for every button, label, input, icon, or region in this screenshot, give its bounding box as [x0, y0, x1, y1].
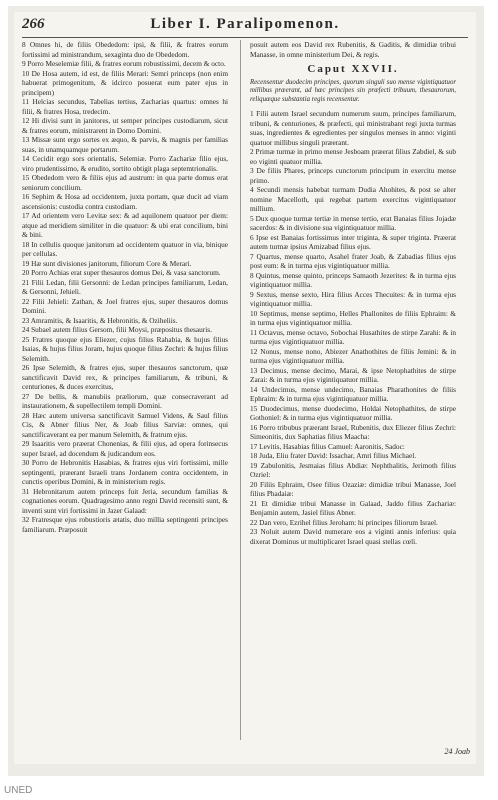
verse: 14 Undecimus, mense undecimo, Banaias Pharathonites de filiis Ephraim: & in turma ejus vigintiquatuor millia. [250, 384, 456, 404]
verse: 17 Levitis, Hasabias filius Camuel: Aaronitis, Sadoc: [250, 441, 405, 451]
verse: 11 Octavus, mense octavo, Sobochai Husathites de stirpe Zarahi: & in turma ejus vigintiquatuor millia. [250, 327, 456, 347]
verse: 11 Helcias secundus, Tabelias tertius, Zacharias quartus: omnes hi filii, & fratres Hosa, tredecim. [22, 97, 228, 116]
verse: 5 Dux quoque turmæ tertiæ in mense tertio, erat Banaias filius Jojadæ sacerdos: & in divisione sua vigintiquatuor millia. [250, 213, 456, 233]
column-divider [240, 40, 241, 740]
verse: 29 Isaaritis vero præerat Chonenias, & filii ejus, ad opera forinsecus super Israel, ad docendum & judicandum eos. [22, 439, 228, 458]
verse: 13 Missæ sunt ergo sortes ex æquo, & parvis, & magnis per familias suas, in unamquamque portarum. [22, 135, 228, 154]
verse: 12 Nonus, mense nono, Abiezer Anathothites de filiis Jemini: & in turma ejus vigintiquatuor millia. [250, 346, 456, 366]
verse: 13 Decimus, mense decimo, Marai, & ipse Netophathites de stirpe Zarai: & in turma ejus vigintiquatuor millia. [250, 365, 456, 385]
left-column [22, 40, 228, 534]
verse: 9 Sextus, mense sexto, Hira filius Acces Thecuites: & in turma ejus vigintiquatuor millia. [250, 289, 456, 309]
verse: 15 Duodecimus, mense duodecimo, Holdai Netophathites, de stirpe Gothoniel: & in turma ejus vigintiquatuor millia. [250, 403, 456, 423]
verse: 23 Amramitis, & Isaaritis, & Hebronitis, & Oziheliis. [22, 315, 178, 325]
page-number: 266 [22, 16, 45, 32]
verse: 25 Fratres quoque ejus Eliezer, cujus filius Rahabia, & hujus filius Isaias, & hujus filius Joram, hujus quoque filius Zechri: & hujus filius Selemith. [22, 334, 228, 363]
header-rule [22, 37, 468, 38]
verse: 22 Filii Jehieli: Zathan, & Joel fratres ejus, super thesauros domus Domini. [22, 296, 228, 315]
verse: 23 Noluit autem David numerare eos a viginti annis inferius: quia dixerat Dominus ut multiplicaret Israel quasi stellas cœli. [250, 527, 456, 546]
catchword: 24 Joab [444, 747, 470, 756]
verse: 22 Dan vero, Ezrihel filius Jeroham: hi principes filiorum Israel. [250, 517, 438, 527]
running-head [22, 16, 468, 36]
watermark: UNED [4, 785, 33, 796]
verse: 7 Quartus, mense quarto, Asahel frater Joab, & Zabadias filius ejus post eum: & in turma ejus vigintiquatuor millia. [250, 251, 456, 271]
right-column [250, 40, 456, 546]
running-title: Liber I. Paralipomenon. [150, 16, 340, 32]
verse: 21 Filii Ledan, filii Gersonni: de Ledan principes familiarum, Ledan, & Gersonni, Jehieli. [22, 277, 228, 296]
verse: 8 Omnes hi, de filiis Obededom: ipsi, & filii, & fratres eorum fortissimi ad ministrandum, sexaginta duo de Obededom. [22, 40, 228, 59]
verse: 30 Porro de Hebronitis Hasabias, & fratres ejus viri fortissimi, mille septingenti, præerant Israeli trans Jordanem contra occidentem, in cunctis operibus Domini, & in ministerium regis. [22, 458, 228, 486]
verse: 21 Et dimidiæ tribui Manasse in Galaad, Jaddo filius Zachariæ: Benjamin autem, Jasiel filius Abner. [250, 498, 456, 518]
verse: 12 Hi divisi sunt in janitores, ut semper principes custodiarum, sicut & fratres eorum, ministrarent in Domo Domini. [22, 116, 228, 135]
verse: 16 Porro tribubus præerant Israel, Rubenitis, dux Eliezer filius Zechri: Simeonitis, dux Saphatias filius Maacha: [250, 422, 456, 442]
verse: 3 De filiis Phares, princeps cunctorum principum in exercitu mense primo. [250, 166, 456, 185]
verse: 15 Obededom vero & filiis ejus ad austrum: in qua parte domus erat seniorum concilium. [22, 173, 228, 192]
verse: 10 Septimus, mense septimo, Helles Phallonites de filiis Ephraim: & in turma ejus vigintiquatuor millia. [250, 308, 456, 328]
verse: 10 De Hosa autem, id est, de filiis Merari: Semri princeps (non enim habuerat primogenitum, & idcirco posuerat eum pater ejus in principem) [22, 68, 228, 97]
verse: 6 Ipse est Banaias fortissimus inter triginta, & super triginta. Præerat autem turmæ ipsius Amizabad filius ejus. [250, 232, 456, 252]
verse: 9 Porro Meselemiæ filii, & fratres eorum robustissimi, decem & octo. [22, 59, 226, 68]
verse: 20 Porro Achias erat super thesauros domus Dei, & vasa sanctorum. [22, 268, 221, 277]
verse: 24 Subael autem filius Gersom, filii Moysi, præpositus thesauris. [22, 325, 212, 334]
verse: 2 Primæ turmæ in primo mense Jesboam præerat filius Zabdiel, & sub eo viginti quatuor millia. [250, 147, 456, 166]
verse: 18 In cellulis quoque janitorum ad occidentem quatuor in via, binique per cellulas. [22, 239, 228, 258]
verse: 19 Hæ sunt divisiones janitorum, filiorum Core & Merari. [22, 258, 192, 268]
verse: 27 De bellis, & manubiis præliorum, quæ consecraverant ad instaurationem, & supellectilem templi Domini. [22, 391, 228, 410]
verse: 20 Filiis Ephraim, Osee filius Ozaziæ: dimidiæ tribui Manasse, Joel filius Phadaiæ: [250, 479, 456, 499]
verse: 4 Secundi mensis habebat turmam Dudia Ahohites, & post se alter nomine Macelloth, qui regebat partem exercitus vigintiquatuor millium. [250, 185, 456, 214]
verse: 19 Zabulonitis, Jesmaias filius Abdiæ: Nephthalitis, Jerimoth filius Ozriel: [250, 460, 456, 480]
verse: 18 Juda, Eliu frater David: Issachar, Amri filius Michael. [250, 451, 417, 461]
right-verses [250, 109, 456, 546]
right-column-continuation: posuit autem eos David rex Rubenitis, & Gaditis, & dimidiæ tribui Manasse, in omne ministerium Dei, & regis. [250, 40, 456, 59]
verse: 32 Fratresque ejus robustioris ætatis, duo millia septingenti principes familiarum. Præposuit [22, 515, 228, 534]
verse: 31 Hebronitarum autem princeps fuit Jeria, secundum familias & cognationes eorum. Quadragesimo anno regni David recensiti sunt, & inventi sunt viri fortissimi in Jazer Galaad: [22, 486, 228, 515]
verse: 17 Ad orientem vero Levitæ sex: & ad aquilonem quatuor per diem: atque ad meridiem similiter in die quatuor: & ubi erat concilium, bini & bini. [22, 211, 228, 239]
verse: 14 Cecidit ergo sors orientalis, Selemiæ. Porro Zachariæ filio ejus, viro prudentissimo, & erudito, sortito obtigit plaga septemtrionalis. [22, 154, 228, 173]
verse: 1 Filii autem Israel secundum numerum suum, principes familiarum, tribuni, & centuriones, & præfecti, qui ministrabant regi juxta turmas suas, ingredientes & egredientes per singulos menses in anno: viginti quatuor millibus singuli præerant. [250, 109, 456, 147]
chapter-summary: Recensentur duodecim principes, quorum singuli suo mense vigintiquatuor millibus præerant, ad hæc principes sin præfecti tribuum, thesaurorum, reliquæque substantia regis recensentur. [250, 78, 456, 103]
verse: 26 Ipse Selemith, & fratres ejus, super thesauros sanctorum, quæ sanctificavit David rex, & principes familiarum, & tribuni, & centuriones, & duces exercitus, [22, 363, 228, 391]
verse: 8 Quintus, mense quinto, princeps Samaoth Jezerites: & in turma ejus vigintiquatuor millia. [250, 270, 456, 290]
verse: 28 Hæc autem universa sanctificavit Samuel Videns, & Saul filius Cis, & Abner filius Ner, & Joab filius Sarviæ: omnes, qui sanctificaverant ea per manum Selemith, & fratrum ejus. [22, 410, 228, 439]
verse: 16 Sephim & Hosa ad occidentem, juxta portam, quæ ducit ad viam ascensionis: custodia contra custodiam. [22, 192, 228, 211]
chapter-heading: Caput XXVII. [307, 63, 399, 75]
